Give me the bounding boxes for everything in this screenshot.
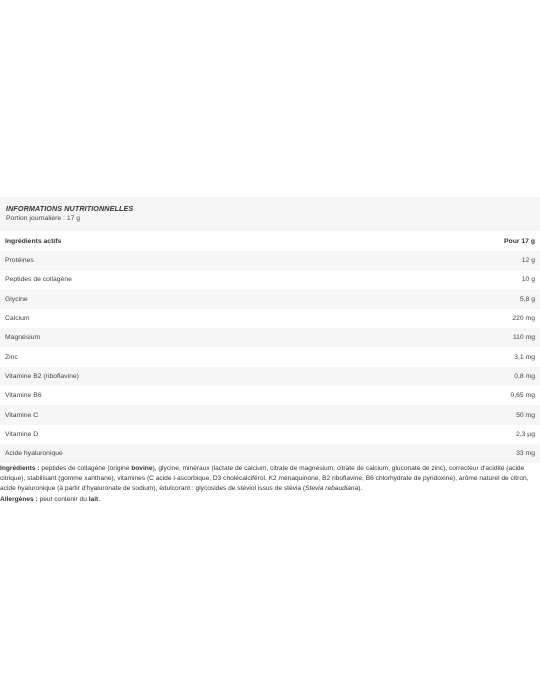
- portion-size: Portion journalière : 17 g: [6, 215, 81, 222]
- nutrient-name: Glycine: [0, 290, 440, 309]
- table-row: [0, 328, 540, 347]
- column-header-ingredient: Ingrédients actifs: [0, 231, 440, 251]
- allergen-name: lait: [88, 495, 99, 503]
- nutrition-panel: [0, 197, 540, 463]
- nutrient-name: Vitamine D: [0, 425, 440, 444]
- table-row: [0, 251, 540, 270]
- nutrient-amount: 50 mg: [440, 405, 540, 424]
- nutrient-amount: 10 g: [440, 270, 540, 289]
- nutrition-table: [0, 231, 540, 463]
- ingredients-stevia: Stevia rebaudiana: [305, 485, 359, 493]
- nutrition-title: INFORMATIONS NUTRITIONNELLES: [6, 204, 134, 213]
- table-row: [0, 367, 540, 386]
- allergens-label: Allergènes :: [0, 495, 38, 503]
- nutrient-amount: 2,3 µg: [440, 425, 540, 444]
- nutrition-header: [0, 197, 540, 231]
- ingredients-part1: peptides de collagène (origine: [39, 465, 132, 472]
- nutrient-name: Zinc: [0, 347, 440, 366]
- table-row: [0, 444, 540, 463]
- nutrient-name: Vitamine B2 (riboflavine): [0, 367, 440, 386]
- nutrient-name: Peptides de collagène: [0, 270, 440, 289]
- nutrient-name: Magnésium: [0, 328, 440, 347]
- nutrient-name: Protéines: [0, 251, 440, 270]
- table-row: [0, 405, 540, 424]
- nutrient-name: Acide hyaluronique: [0, 444, 440, 463]
- table-row: [0, 309, 540, 328]
- nutrient-amount: 0,8 mg: [440, 367, 540, 386]
- nutrient-amount: 12 g: [440, 251, 540, 270]
- table-row: [0, 270, 540, 289]
- table-row: [0, 425, 540, 444]
- ingredients-text: [0, 464, 536, 505]
- nutrient-amount: 0,65 mg: [440, 386, 540, 405]
- nutrient-amount: 5,8 g: [440, 290, 540, 309]
- table-row: [0, 290, 540, 309]
- table-header-row: [0, 231, 540, 251]
- nutrient-name: Calcium: [0, 309, 440, 328]
- ingredients-bovine: bovine: [131, 465, 153, 472]
- table-row: [0, 347, 540, 366]
- nutrient-amount: 110 mg: [440, 328, 540, 347]
- nutrient-name: Vitamine C: [0, 405, 440, 424]
- nutrient-amount: 33 mg: [440, 444, 540, 463]
- ingredients-part2: ), glycine, minéraux (lactate de calcium, citrate de magnésium, citrate de calcium, gluconate de zinc), correcteur d'acidité (acide citrique), stabilisant (gomme xanthane), vitamines (C acide l-ascorbique, D3 cholécalciférol, K2 ménaquinone, B2 riboflavine, B6 chlorhydrate de pyridoxine), arôme naturel de citron, acide hyaluronique (à partir d'hyaluronate de sodium), édulcorant : glycosides de stéviol issus de stévia (: [0, 465, 529, 493]
- allergens-end: .: [98, 495, 101, 503]
- nutrient-amount: 220 mg: [440, 309, 540, 328]
- column-header-amount: Pour 17 g: [440, 231, 540, 251]
- nutrient-amount: 3,1 mg: [440, 347, 540, 366]
- table-row: [0, 386, 540, 405]
- nutrient-name: Vitamine B6: [0, 386, 440, 405]
- allergens-text: peut contenir du: [37, 495, 89, 503]
- ingredients-part3: ).: [358, 485, 363, 493]
- ingredients-label: Ingrédients :: [0, 465, 40, 472]
